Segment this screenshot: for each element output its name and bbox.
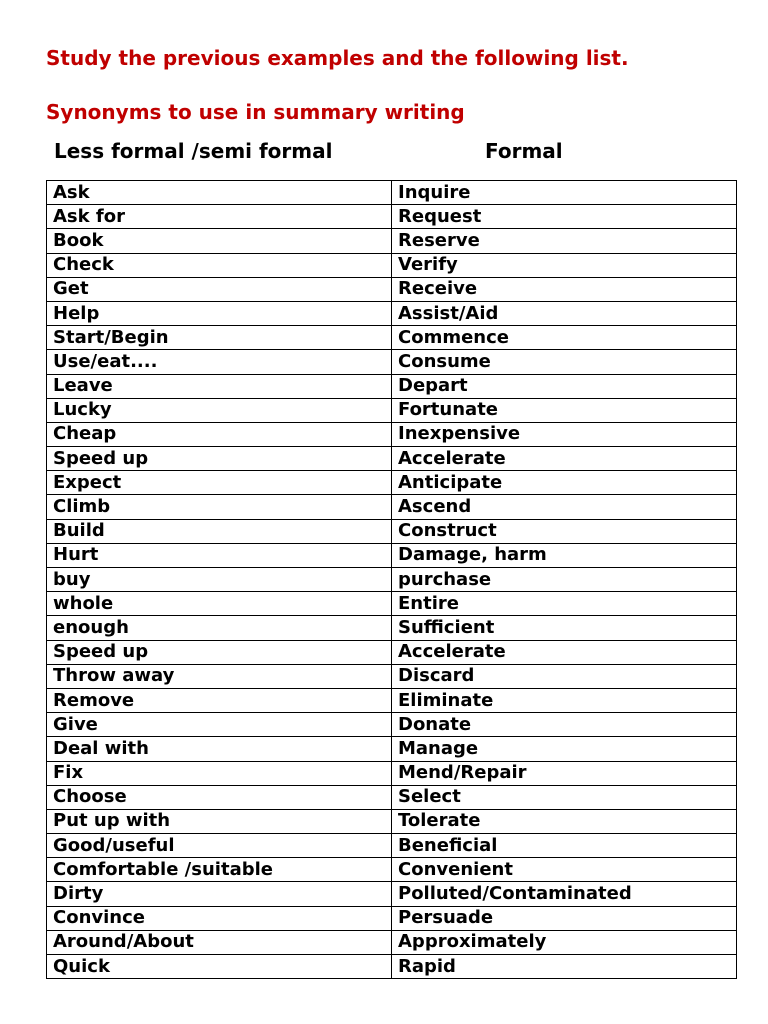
less-formal-word: enough xyxy=(47,616,392,640)
table-row xyxy=(47,253,737,277)
formal-word: Receive xyxy=(392,277,737,301)
formal-word: Commence xyxy=(392,326,737,350)
less-formal-word: Start/Begin xyxy=(47,326,392,350)
less-formal-word: Lucky xyxy=(47,398,392,422)
formal-word: Anticipate xyxy=(392,471,737,495)
less-formal-word: Check xyxy=(47,253,392,277)
formal-word: Polluted/Contaminated xyxy=(392,882,737,906)
formal-word: Fortunate xyxy=(392,398,737,422)
less-formal-word: Convince xyxy=(47,906,392,930)
less-formal-word: Hurt xyxy=(47,543,392,567)
table-row xyxy=(47,713,737,737)
table-row xyxy=(47,205,737,229)
table-row xyxy=(47,277,737,301)
table-row xyxy=(47,422,737,446)
table-row xyxy=(47,301,737,325)
formal-word: Entire xyxy=(392,592,737,616)
formal-word: Inquire xyxy=(392,181,737,205)
formal-word: Manage xyxy=(392,737,737,761)
less-formal-word: Deal with xyxy=(47,737,392,761)
table-row xyxy=(47,930,737,954)
formal-word: Damage, harm xyxy=(392,543,737,567)
column-header-less-formal: Less formal /semi formal xyxy=(54,139,333,163)
formal-word: Beneficial xyxy=(392,834,737,858)
table-row xyxy=(47,181,737,205)
formal-word: Accelerate xyxy=(392,447,737,471)
formal-word: Sufficient xyxy=(392,616,737,640)
table-row xyxy=(47,785,737,809)
formal-word: Verify xyxy=(392,253,737,277)
less-formal-word: Around/About xyxy=(47,930,392,954)
formal-word: Depart xyxy=(392,374,737,398)
less-formal-word: Comfortable /suitable xyxy=(47,858,392,882)
less-formal-word: Choose xyxy=(47,785,392,809)
formal-word: Donate xyxy=(392,713,737,737)
less-formal-word: Put up with xyxy=(47,809,392,833)
column-header-formal: Formal xyxy=(485,139,563,163)
table-row xyxy=(47,229,737,253)
table-row xyxy=(47,640,737,664)
formal-word: Construct xyxy=(392,519,737,543)
formal-word: Accelerate xyxy=(392,640,737,664)
formal-word: Convenient xyxy=(392,858,737,882)
table-row xyxy=(47,543,737,567)
formal-word: Request xyxy=(392,205,737,229)
less-formal-word: Speed up xyxy=(47,640,392,664)
formal-word: Inexpensive xyxy=(392,422,737,446)
table-row xyxy=(47,858,737,882)
table-row xyxy=(47,398,737,422)
table-row xyxy=(47,955,737,979)
less-formal-word: Cheap xyxy=(47,422,392,446)
less-formal-word: Dirty xyxy=(47,882,392,906)
formal-word: Eliminate xyxy=(392,688,737,712)
synonym-table xyxy=(46,180,737,979)
less-formal-word: Remove xyxy=(47,688,392,712)
less-formal-word: buy xyxy=(47,568,392,592)
intro-heading: Study the previous examples and the following list. xyxy=(46,46,629,70)
less-formal-word: Speed up xyxy=(47,447,392,471)
less-formal-word: Help xyxy=(47,301,392,325)
table-row xyxy=(47,495,737,519)
less-formal-word: Get xyxy=(47,277,392,301)
table-row xyxy=(47,761,737,785)
less-formal-word: Build xyxy=(47,519,392,543)
formal-word: Tolerate xyxy=(392,809,737,833)
table-row xyxy=(47,519,737,543)
table-row xyxy=(47,688,737,712)
less-formal-word: whole xyxy=(47,592,392,616)
table-row xyxy=(47,834,737,858)
less-formal-word: Throw away xyxy=(47,664,392,688)
table-row xyxy=(47,568,737,592)
table-row xyxy=(47,374,737,398)
less-formal-word: Good/useful xyxy=(47,834,392,858)
formal-word: Select xyxy=(392,785,737,809)
table-row xyxy=(47,471,737,495)
less-formal-word: Give xyxy=(47,713,392,737)
list-title: Synonyms to use in summary writing xyxy=(46,100,465,124)
less-formal-word: Ask for xyxy=(47,205,392,229)
table-row xyxy=(47,350,737,374)
less-formal-word: Use/eat.... xyxy=(47,350,392,374)
less-formal-word: Climb xyxy=(47,495,392,519)
formal-word: Rapid xyxy=(392,955,737,979)
less-formal-word: Ask xyxy=(47,181,392,205)
table-row xyxy=(47,616,737,640)
table-row xyxy=(47,882,737,906)
table-row xyxy=(47,326,737,350)
table-row xyxy=(47,737,737,761)
synonym-table-body xyxy=(47,181,737,979)
formal-word: Ascend xyxy=(392,495,737,519)
less-formal-word: Expect xyxy=(47,471,392,495)
less-formal-word: Book xyxy=(47,229,392,253)
formal-word: Approximately xyxy=(392,930,737,954)
table-row xyxy=(47,592,737,616)
formal-word: purchase xyxy=(392,568,737,592)
table-row xyxy=(47,447,737,471)
formal-word: Reserve xyxy=(392,229,737,253)
formal-word: Assist/Aid xyxy=(392,301,737,325)
formal-word: Persuade xyxy=(392,906,737,930)
table-row xyxy=(47,664,737,688)
formal-word: Discard xyxy=(392,664,737,688)
less-formal-word: Fix xyxy=(47,761,392,785)
less-formal-word: Leave xyxy=(47,374,392,398)
less-formal-word: Quick xyxy=(47,955,392,979)
formal-word: Consume xyxy=(392,350,737,374)
formal-word: Mend/Repair xyxy=(392,761,737,785)
table-row xyxy=(47,906,737,930)
table-row xyxy=(47,809,737,833)
